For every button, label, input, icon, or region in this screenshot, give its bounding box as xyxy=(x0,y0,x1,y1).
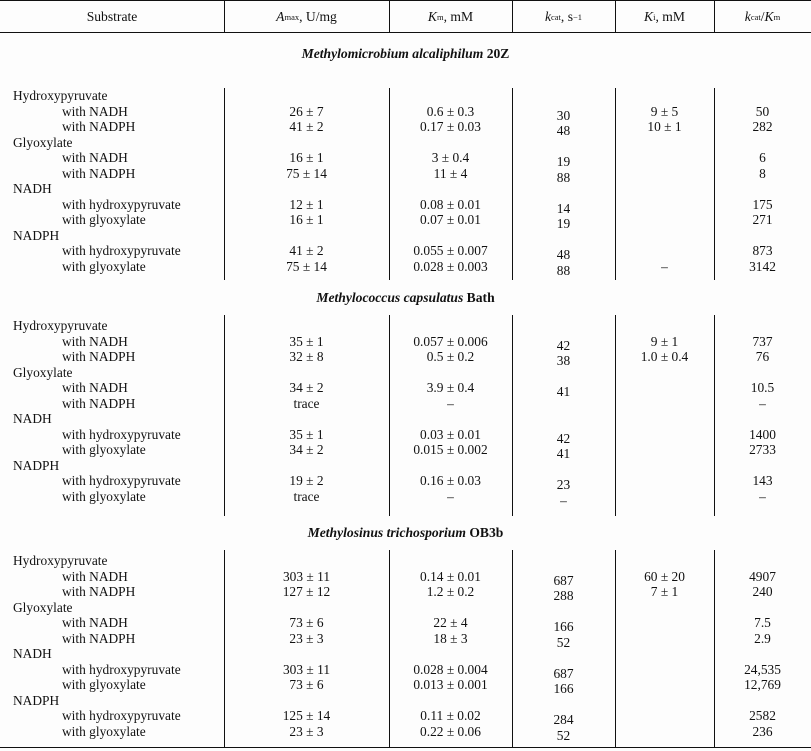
kcat-km-cell: – xyxy=(759,395,766,411)
kcat-cell: 166 xyxy=(553,619,574,634)
table-row xyxy=(0,723,811,743)
kcat-km-cell: 2582 xyxy=(749,708,776,723)
table-group-row xyxy=(0,646,811,661)
ki-cell: 9 ± 5 xyxy=(650,103,679,119)
table-group-row xyxy=(0,365,811,380)
ki-cell: 1.0 ± 0.4 xyxy=(640,349,689,364)
kcat-km-cell: – xyxy=(759,488,766,504)
substrate-cell: with glyoxylate xyxy=(62,258,146,274)
amax-cell: 26 ± 7 xyxy=(289,103,324,119)
kcat-km-cell: 175 xyxy=(752,196,773,212)
table-row xyxy=(0,708,811,727)
table-group-row xyxy=(0,135,811,150)
kcat-km-cell: 737 xyxy=(752,333,773,349)
substrate-cell: Hydroxypyruvate xyxy=(13,88,108,103)
substrate-cell: with hydroxypyruvate xyxy=(62,426,181,442)
table-group-row xyxy=(0,693,811,708)
kcat-km-cell: 10.5 xyxy=(750,380,775,395)
amax-cell: 125 ± 14 xyxy=(282,708,331,723)
substrate-cell: NADPH xyxy=(13,457,60,473)
kcat-cell: 38 xyxy=(556,353,571,368)
substrate-cell: with NADH xyxy=(62,103,128,119)
kcat-cell: 284 xyxy=(553,712,574,727)
amax-cell: 75 ± 14 xyxy=(286,258,327,274)
kcat-cell: 42 xyxy=(556,337,571,353)
substrate-cell: with NADPH xyxy=(62,630,136,646)
kcat-km-cell: 24,535 xyxy=(744,661,781,677)
kcat-km-cell: 143 xyxy=(752,473,773,488)
km-cell: 1.2 ± 0.2 xyxy=(426,584,475,599)
substrate-cell: with NADH xyxy=(62,380,128,395)
km-cell: 0.11 ± 0.02 xyxy=(420,708,481,723)
table-group-row xyxy=(0,228,811,243)
amax-cell: 34 ± 2 xyxy=(289,442,324,457)
table-row xyxy=(0,103,811,123)
header-kcat: k cat , s −1 xyxy=(544,8,583,24)
table-row xyxy=(0,426,811,446)
table-group-row xyxy=(0,181,811,196)
amax-cell: 19 ± 2 xyxy=(289,473,324,488)
amax-cell: 35 ± 1 xyxy=(289,426,324,442)
kcat-cell: 14 xyxy=(556,200,571,216)
header-ki: K i , mM xyxy=(644,8,685,24)
amax-cell: trace xyxy=(293,395,320,411)
substrate-cell: with NADPH xyxy=(62,584,136,599)
substrate-cell: with NADH xyxy=(62,615,128,630)
table-row xyxy=(0,630,811,650)
table-group-row xyxy=(0,318,811,333)
kcat-cell: 30 xyxy=(556,107,571,123)
table-row xyxy=(0,568,811,588)
table-row xyxy=(0,333,811,353)
km-cell: 0.028 ± 0.004 xyxy=(413,661,488,677)
kcat-km-cell: 6 xyxy=(759,150,766,165)
kcat-cell: 687 xyxy=(553,572,574,588)
amax-cell: 303 ± 11 xyxy=(282,568,331,584)
kcat-cell: 19 xyxy=(556,216,571,231)
kcat-cell: 23 xyxy=(556,477,571,492)
table-group-row xyxy=(0,553,811,568)
species-strain: 20Z xyxy=(486,46,510,61)
substrate-cell: with glyoxylate xyxy=(62,677,146,692)
km-cell: 0.07 ± 0.01 xyxy=(420,212,481,227)
kcat-km-cell: 7.5 xyxy=(754,615,771,630)
substrate-cell: Hydroxypyruvate xyxy=(13,318,108,333)
kcat-km-cell: 236 xyxy=(752,723,773,739)
table-row xyxy=(0,677,811,696)
km-cell: 0.08 ± 0.01 xyxy=(420,196,481,212)
amax-cell: 12 ± 1 xyxy=(289,196,324,212)
table-row xyxy=(0,212,811,231)
kcat-km-cell: 76 xyxy=(755,349,770,364)
table-row xyxy=(0,442,811,461)
km-cell: 0.6 ± 0.3 xyxy=(426,103,475,119)
kcat-km-cell: 4907 xyxy=(749,568,776,584)
amax-cell: 35 ± 1 xyxy=(289,333,324,349)
substrate-cell: NADPH xyxy=(13,692,60,708)
table-group-row xyxy=(0,600,811,615)
table-row xyxy=(0,119,811,138)
table-row xyxy=(0,661,811,681)
ki-cell: 10 ± 1 xyxy=(647,119,682,134)
table-row xyxy=(0,150,811,169)
ki-cell: – xyxy=(661,258,668,274)
km-cell: 22 ± 4 xyxy=(433,615,468,630)
substrate-cell: with hydroxypyruvate xyxy=(62,196,181,212)
km-cell: 18 ± 3 xyxy=(433,630,468,646)
kcat-cell: 41 xyxy=(556,384,571,399)
header-km: K m , mM xyxy=(427,8,474,24)
km-cell: 0.057 ± 0.006 xyxy=(413,333,488,349)
substrate-cell: NADPH xyxy=(13,227,60,243)
substrate-cell: with NADPH xyxy=(62,349,136,364)
km-cell: 0.16 ± 0.03 xyxy=(420,473,481,488)
km-cell: 0.013 ± 0.001 xyxy=(413,677,488,692)
table-row xyxy=(0,165,811,185)
table-group-row xyxy=(0,458,811,473)
amax-cell: 16 ± 1 xyxy=(289,150,324,165)
substrate-cell: with NADH xyxy=(62,150,128,165)
substrate-cell: NADH xyxy=(13,411,52,426)
substrate-cell: with NADPH xyxy=(62,165,136,181)
kcat-km-cell: 271 xyxy=(752,212,773,227)
amax-cell: 73 ± 6 xyxy=(289,677,324,692)
kcat-km-cell: 3142 xyxy=(749,258,776,274)
table-row xyxy=(0,473,811,492)
amax-cell: 32 ± 8 xyxy=(289,349,324,364)
km-cell: 0.055 ± 0.007 xyxy=(413,243,488,258)
km-cell: 0.028 ± 0.003 xyxy=(413,258,488,274)
km-cell: 0.5 ± 0.2 xyxy=(426,349,475,364)
km-cell: 11 ± 4 xyxy=(433,165,468,181)
km-cell: 3 ± 0.4 xyxy=(431,150,470,165)
substrate-cell: with hydroxypyruvate xyxy=(62,473,181,488)
table-row xyxy=(0,243,811,262)
substrate-cell: with NADH xyxy=(62,568,128,584)
table-row xyxy=(0,258,811,278)
table-group-row xyxy=(0,88,811,103)
table-row xyxy=(0,380,811,399)
substrate-cell: with glyoxylate xyxy=(62,488,146,504)
kcat-km-cell: 873 xyxy=(752,243,773,258)
substrate-cell: Glyoxylate xyxy=(13,134,73,150)
amax-cell: 303 ± 11 xyxy=(282,661,331,677)
bottom-rule xyxy=(0,747,811,748)
km-cell: 0.015 ± 0.002 xyxy=(413,442,488,457)
kcat-km-cell: 240 xyxy=(752,584,773,599)
substrate-cell: Glyoxylate xyxy=(13,599,73,615)
kcat-km-cell: 2.9 xyxy=(754,630,771,646)
substrate-cell: NADH xyxy=(13,646,52,661)
kcat-cell: 19 xyxy=(556,154,571,169)
kcat-cell: 52 xyxy=(556,634,571,650)
kcat-cell: 687 xyxy=(553,665,574,681)
substrate-cell: with NADH xyxy=(62,333,128,349)
species-name: Methylomicrobium alcaliphilum xyxy=(301,46,484,61)
kcat-cell: 88 xyxy=(556,262,571,278)
km-cell: – xyxy=(447,488,454,504)
kcat-km-cell: 12,769 xyxy=(744,677,781,692)
kcat-cell: 166 xyxy=(553,681,574,696)
header-kcat-km: k cat / K m xyxy=(744,8,781,24)
species-strain: OB3b xyxy=(469,525,504,540)
amax-cell: 41 ± 2 xyxy=(289,119,324,134)
substrate-cell: with hydroxypyruvate xyxy=(62,708,181,723)
species-title xyxy=(0,46,811,62)
kcat-km-cell: 1400 xyxy=(749,426,776,442)
species-strain: Bath xyxy=(466,290,495,305)
table-row xyxy=(0,396,811,411)
kcat-km-cell: 50 xyxy=(755,103,770,119)
table-row xyxy=(0,488,811,508)
km-cell: 0.17 ± 0.03 xyxy=(420,119,481,134)
kcat-km-cell: 2733 xyxy=(749,442,776,457)
km-cell: 0.22 ± 0.06 xyxy=(420,723,481,739)
table-row xyxy=(0,349,811,368)
kcat-cell: 288 xyxy=(553,588,574,603)
amax-cell: trace xyxy=(293,488,320,504)
kcat-cell: 41 xyxy=(556,446,571,461)
substrate-cell: with glyoxylate xyxy=(62,723,146,739)
amax-cell: 41 ± 2 xyxy=(289,243,324,258)
amax-cell: 16 ± 1 xyxy=(289,212,324,227)
amax-cell: 34 ± 2 xyxy=(289,380,324,395)
substrate-cell: with hydroxypyruvate xyxy=(62,661,181,677)
species-name: Methylococcus capsulatus xyxy=(316,290,464,305)
amax-cell: 75 ± 14 xyxy=(286,165,327,181)
substrate-cell: with NADPH xyxy=(62,395,136,411)
kcat-km-cell: 282 xyxy=(752,119,773,134)
table-group-row xyxy=(0,411,811,426)
species-title xyxy=(0,525,811,541)
km-cell: 0.03 ± 0.01 xyxy=(420,426,481,442)
km-cell: 3.9 ± 0.4 xyxy=(426,380,475,395)
amax-cell: 127 ± 12 xyxy=(282,584,331,599)
substrate-cell: NADH xyxy=(13,181,52,196)
kcat-km-cell: 8 xyxy=(759,165,766,181)
amax-cell: 23 ± 3 xyxy=(289,723,324,739)
km-cell: 0.14 ± 0.01 xyxy=(420,568,481,584)
kcat-cell: – xyxy=(560,492,567,508)
header-amax: A max , U/mg xyxy=(276,8,337,24)
amax-cell: 73 ± 6 xyxy=(289,615,324,630)
ki-cell: 7 ± 1 xyxy=(650,584,679,599)
table-row xyxy=(0,584,811,603)
kcat-cell: 88 xyxy=(556,169,571,185)
kcat-cell: 48 xyxy=(556,247,571,262)
substrate-cell: Hydroxypyruvate xyxy=(13,553,108,568)
substrate-cell: with hydroxypyruvate xyxy=(62,243,181,258)
amax-cell: 23 ± 3 xyxy=(289,630,324,646)
substrate-cell: with NADPH xyxy=(62,119,136,134)
km-cell: – xyxy=(447,395,454,411)
kcat-cell: 48 xyxy=(556,123,571,138)
ki-cell: 9 ± 1 xyxy=(650,333,679,349)
species-name: Methylosinus trichosporium xyxy=(307,525,466,540)
substrate-cell: Glyoxylate xyxy=(13,364,73,380)
species-title xyxy=(0,290,811,306)
table-row xyxy=(0,196,811,216)
header-substrate: Substrate xyxy=(86,8,138,24)
ki-cell: 60 ± 20 xyxy=(644,568,685,584)
kcat-cell: 42 xyxy=(556,430,571,446)
substrate-cell: with glyoxylate xyxy=(62,442,146,457)
substrate-cell: with glyoxylate xyxy=(62,212,146,227)
table-row xyxy=(0,615,811,634)
kcat-cell: 52 xyxy=(556,727,571,743)
